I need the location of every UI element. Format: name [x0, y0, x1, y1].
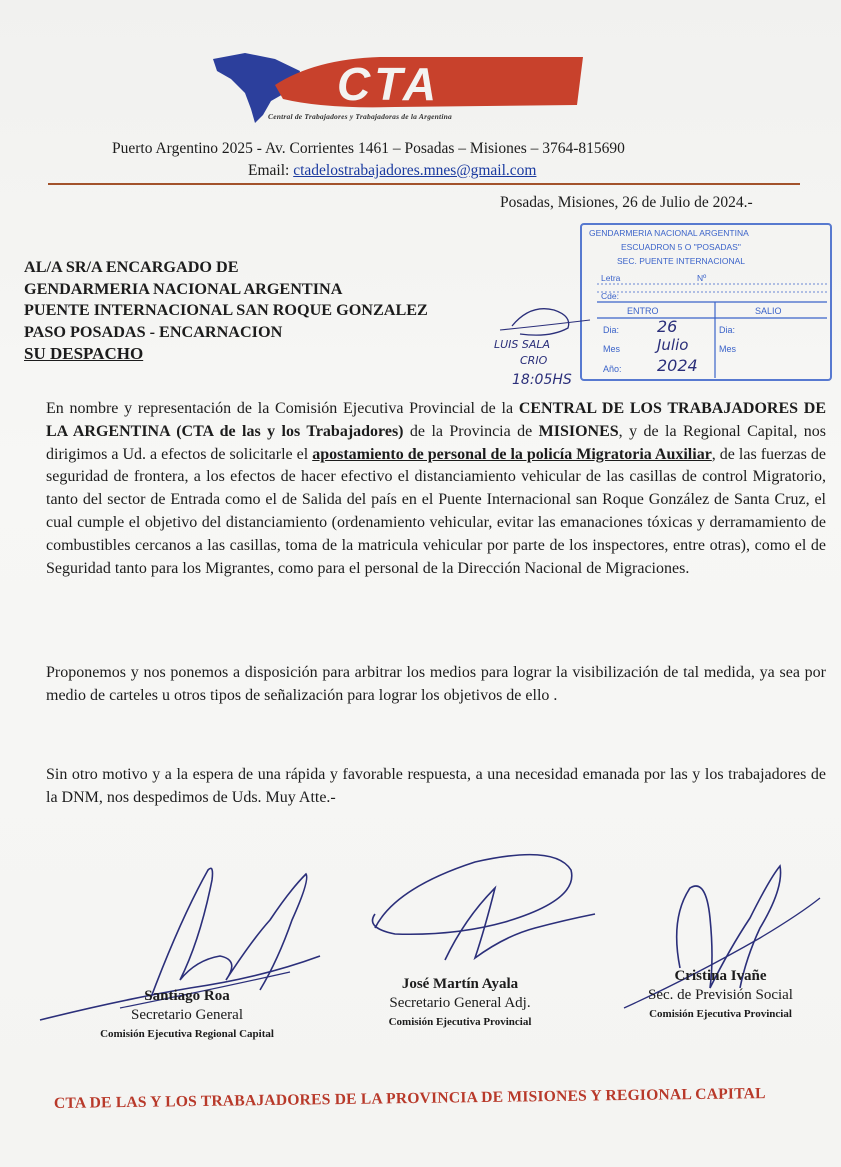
stamp-line: ESCUADRON 5 O "POSADAS": [621, 242, 741, 252]
recipient-line: PASO POSADAS - ENCARNACION: [24, 322, 283, 341]
date-line: Posadas, Misiones, 26 de Julio de 2024.-: [500, 194, 753, 211]
email-link[interactable]: ctadelostrabajadores.mnes@gmail.com: [293, 162, 537, 179]
recipient-block: [24, 257, 428, 365]
handwritten-note: [490, 300, 600, 392]
stamp-cde-label: Cde:: [601, 291, 619, 301]
stamp-mes-label: Mes: [603, 344, 621, 354]
paragraph-1: En nombre y representación de la Comisión Ejecutiva Provincial de la CENTRAL DE LOS TRABAJADORES DE LA ARGENTINA (CTA de las y los Trabajadores) de la Provincia de MISIONES, y de la Regional Capital, nos dirigimos a Ud. a efectos de solicitarle el apostamiento de personal de la policía Migratoria Auxiliar, de las fuerzas de seguridad de frontera, a los efectos de hacer efectivo el distanciamiento vehicular de las casillas de control Migratorio, tanto del sector de Entrada como el de Salida del país en el Puente Internacional san Roque González de Santa Cruz, el cual cumple el objetivo del distanciamiento (ordenamiento vehicular, evitar las emanaciones tóxicas y derramamiento de combustibles cercanos a las casillas, toma de la matricula vehicular por parte de los inspectores, entre otras), como el de Seguridad tanto para los Migrantes, como para el personal de la Dirección Nacional de Migraciones.: [46, 400, 827, 577]
stamp-salio-label: SALIO: [755, 306, 782, 316]
note-line: CRIO: [520, 354, 548, 367]
recipient-line: PUENTE INTERNACIONAL SAN ROQUE GONZALEZ: [24, 301, 428, 319]
note-line: LUIS SALA: [494, 338, 551, 351]
stamp-dia-label: Dia:: [603, 325, 620, 335]
stamp-ano-value: 2024: [657, 356, 698, 375]
recipient-line: GENDARMERIA NACIONAL ARGENTINA: [24, 279, 343, 298]
signer-title: Sec. de Previsión Social: [648, 987, 793, 1003]
stamp-mes-label: Mes: [719, 344, 737, 354]
email-line: [248, 162, 536, 180]
email-label: Email:: [248, 162, 290, 179]
stamp-mes-value: Julio: [657, 336, 689, 354]
signer-name: José Martín Ayala: [401, 976, 519, 992]
signer-title: Secretario General: [130, 1007, 244, 1023]
signature-block-2: [350, 975, 570, 1032]
paragraph-2: Proponemos y nos ponemos a disposición para arbitrar los medios para lograr la visibilización de tal medida, ya sea por medio de carteles u otros tipos de señalización para lograr los objetivos de ello .: [46, 664, 826, 704]
signature-block-3: [618, 967, 823, 1024]
signature-block-1: [62, 987, 312, 1044]
signer-org: Comisión Ejecutiva Provincial: [388, 1016, 532, 1028]
stamp-nro-label: Nº: [697, 273, 707, 283]
signer-title: Secretario General Adj.: [389, 995, 531, 1011]
logo-subtitle: Central de Trabajadores y Trabajadoras de la Argentina: [268, 112, 452, 121]
stamp-dia-label: Dia:: [719, 325, 736, 335]
signer-name: Santiago Roa: [144, 988, 230, 1004]
recipient-despacho: SU DESPACHO: [24, 344, 144, 363]
stamp-ano-label: Año:: [603, 364, 622, 374]
logo-text: CTA: [337, 58, 441, 110]
paragraph-3: Sin otro motivo y a la espera de una rápida y favorable respuesta, a una necesidad emanada por las y los trabajadores de la DNM, nos despedimos de Uds. Muy Atte.-: [46, 766, 826, 806]
signer-org: Comisión Ejecutiva Regional Capital: [100, 1028, 274, 1040]
stamp-line: SEC. PUENTE INTERNACIONAL: [617, 256, 745, 266]
cta-logo: [205, 45, 590, 135]
header-divider: [48, 183, 800, 185]
signature-scribble-2: [355, 848, 605, 988]
address-line: Puerto Argentino 2025 - Av. Corrientes 1461 – Posadas – Misiones – 3764-815690: [112, 140, 625, 157]
stamp-line: GENDARMERIA NACIONAL ARGENTINA: [589, 228, 749, 238]
signer-org: Comisión Ejecutiva Provincial: [649, 1008, 792, 1020]
footer-text: CTA DE LAS Y LOS TRABAJADORES DE LA PROVINCIA DE MISIONES Y REGIONAL CAPITAL: [53, 1085, 766, 1112]
stamp-dia-value: 26: [657, 317, 678, 336]
note-line: 18:05HS: [512, 372, 572, 388]
recipient-line: AL/A SR/A ENCARGADO DE: [24, 258, 239, 276]
reception-stamp: [577, 220, 835, 385]
stamp-entro-label: ENTRO: [627, 306, 659, 316]
stamp-letra-label: Letra: [601, 273, 621, 283]
signer-name: Cristina Ivañe: [674, 968, 767, 984]
